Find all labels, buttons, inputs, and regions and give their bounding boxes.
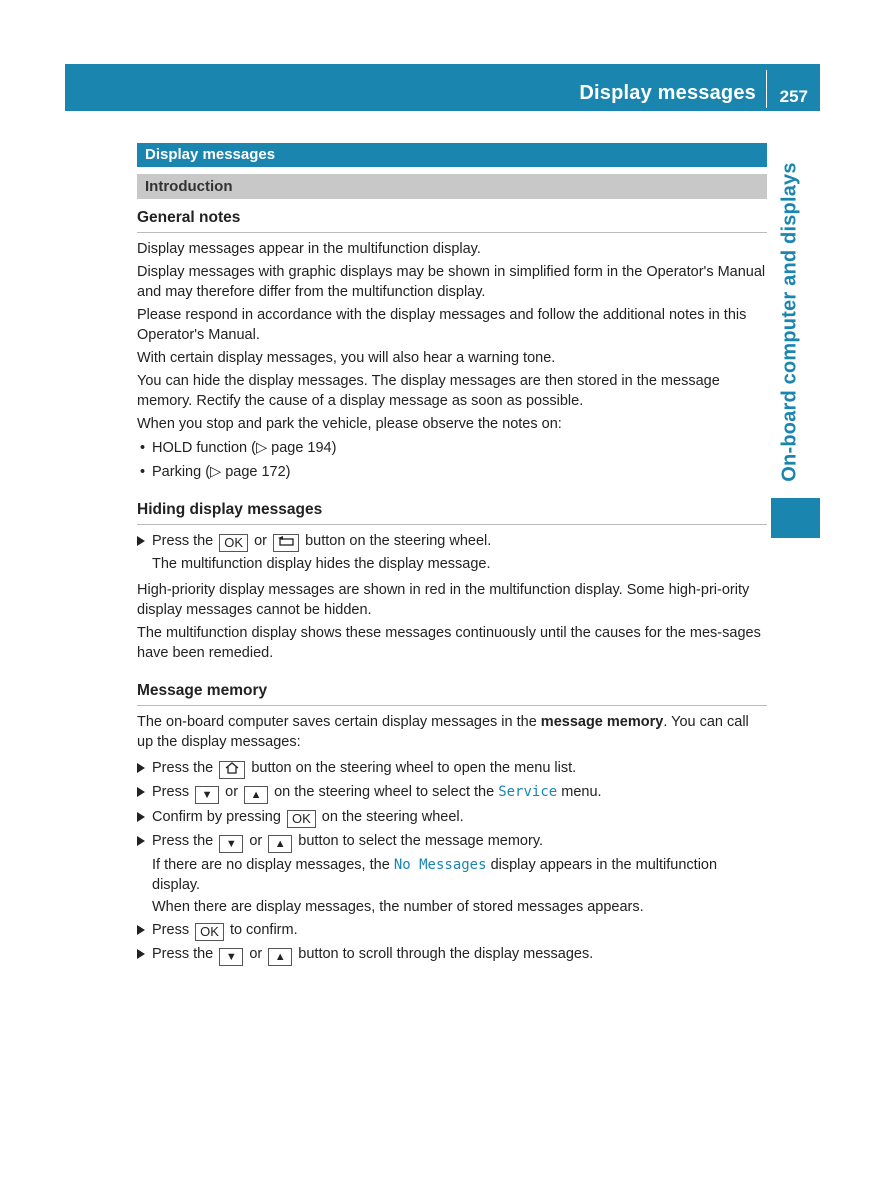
step-text: or bbox=[249, 833, 263, 849]
step-arrow-icon bbox=[137, 763, 145, 773]
hiding-step bbox=[137, 531, 767, 552]
memory-heading: Message memory bbox=[137, 681, 767, 706]
step-arrow-icon bbox=[137, 949, 145, 959]
memory-step-2 bbox=[137, 782, 767, 804]
intro-text: . You can call up the display messages: bbox=[137, 714, 749, 750]
step-arrow-icon bbox=[137, 812, 145, 822]
bullet-hold-function[interactable]: • HOLD function (▷ page 194) bbox=[137, 438, 767, 458]
step-text: Press the bbox=[152, 760, 214, 776]
side-tab-marker bbox=[771, 498, 820, 538]
section-title: Display messages bbox=[137, 143, 767, 167]
down-button-icon: ▼ bbox=[195, 786, 219, 804]
general-notes-paragraph: Display messages with graphic displays may be shown in simplified form in the Operator's Manual and may therefore differ from the multifunction display. bbox=[137, 264, 766, 300]
step-arrow-icon bbox=[137, 536, 145, 546]
step-text: or bbox=[225, 784, 239, 800]
step-text: display appears in the multifunction display. bbox=[152, 857, 718, 893]
step-text: on the steering wheel to select the bbox=[274, 784, 495, 800]
step-text: button on the steering wheel to open the menu list. bbox=[251, 760, 577, 776]
page-number: 257 bbox=[779, 87, 808, 106]
step-text: button on the steering wheel. bbox=[305, 533, 492, 549]
up-button-icon: ▲ bbox=[244, 786, 268, 804]
step-arrow-icon bbox=[137, 925, 145, 935]
memory-step-3 bbox=[137, 807, 767, 828]
step-text: menu. bbox=[561, 784, 602, 800]
step-arrow-icon bbox=[137, 787, 145, 797]
general-notes-heading: General notes bbox=[137, 208, 767, 233]
hiding-step-result: The multifunction display hides the display message. bbox=[152, 556, 491, 572]
memory-step-4-result-2: When there are display messages, the number of stored messages appears. bbox=[152, 899, 644, 915]
step-text: Press bbox=[152, 922, 190, 938]
service-menu-name: Service bbox=[498, 784, 558, 800]
general-notes-paragraph: Please respond in accordance with the display messages and follow the additional notes in this Operator's Manual. bbox=[137, 307, 747, 343]
general-notes-paragraph: When you stop and park the vehicle, please observe the notes on: bbox=[137, 416, 562, 432]
header-title: Display messages bbox=[579, 82, 756, 104]
memory-step-5 bbox=[137, 920, 767, 941]
down-button-icon: ▼ bbox=[219, 948, 243, 966]
subsection-title: Introduction bbox=[137, 174, 767, 199]
memory-step-6 bbox=[137, 944, 767, 966]
up-button-icon: ▲ bbox=[268, 835, 292, 853]
step-text: or bbox=[249, 946, 263, 962]
step-text: button to select the message memory. bbox=[298, 833, 544, 849]
step-text: on the steering wheel. bbox=[321, 809, 464, 825]
home-button-icon bbox=[219, 761, 245, 779]
header-divider bbox=[766, 70, 767, 108]
memory-step-4-result bbox=[137, 855, 767, 895]
bullet-parking[interactable]: • Parking (▷ page 172) bbox=[137, 462, 767, 482]
step-text: Press the bbox=[152, 946, 214, 962]
main-content bbox=[137, 143, 767, 966]
step-text: to confirm. bbox=[229, 922, 298, 938]
no-messages-display: No Messages bbox=[393, 857, 487, 873]
intro-bold: message memory bbox=[540, 714, 664, 730]
step-arrow-icon bbox=[137, 836, 145, 846]
general-notes-paragraph: You can hide the display messages. The display messages are then stored in the message memory. Rectify the cause of a display message as soon as possible. bbox=[137, 373, 720, 409]
ok-button-icon: OK bbox=[219, 534, 248, 552]
up-button-icon: ▲ bbox=[268, 948, 292, 966]
down-button-icon: ▼ bbox=[219, 835, 243, 853]
memory-step-1 bbox=[137, 758, 767, 779]
page-header bbox=[65, 64, 820, 111]
ok-button-icon: OK bbox=[195, 923, 224, 941]
hiding-paragraph: High-priority display messages are shown in red in the multifunction display. Some high-pri-ority display messages cannot be hidden. bbox=[137, 582, 750, 618]
memory-step-4 bbox=[137, 831, 767, 853]
intro-text: The on-board computer saves certain display messages in the bbox=[137, 714, 541, 730]
step-text: or bbox=[254, 533, 268, 549]
general-notes-paragraph: With certain display messages, you will also hear a warning tone. bbox=[137, 350, 556, 366]
step-text: Press the bbox=[152, 833, 214, 849]
ok-button-icon: OK bbox=[287, 810, 316, 828]
hiding-paragraph: The multifunction display shows these messages continuously until the causes for the mes-sages have been remedied. bbox=[137, 625, 761, 661]
memory-intro bbox=[137, 712, 767, 752]
step-text: button to scroll through the display messages. bbox=[298, 946, 594, 962]
back-button-icon bbox=[273, 534, 299, 552]
step-text: If there are no display messages, the bbox=[152, 857, 390, 873]
step-text: Press the bbox=[152, 533, 214, 549]
step-text: Confirm by pressing bbox=[152, 809, 281, 825]
step-text: Press bbox=[152, 784, 190, 800]
hiding-heading: Hiding display messages bbox=[137, 500, 767, 525]
side-tab-label: On-board computer and displays bbox=[778, 162, 801, 482]
general-notes-paragraph: Display messages appear in the multifunction display. bbox=[137, 241, 481, 257]
